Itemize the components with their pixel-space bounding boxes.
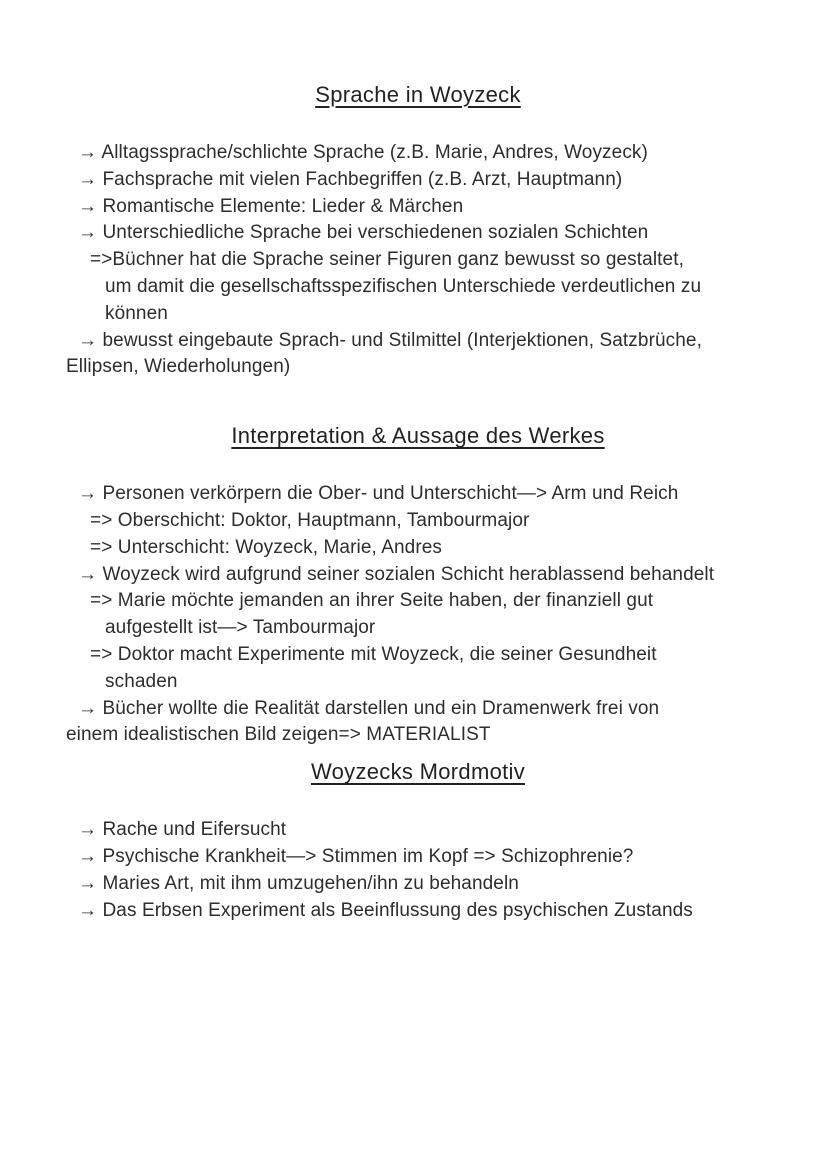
note-line: => Doktor macht Experimente mit Woyzeck, die seiner Gesundheit	[90, 643, 657, 665]
note-line: → Maries Art, mit ihm umzugehen/ihn zu behandeln	[78, 872, 519, 894]
note-line: → Romantische Elemente: Lieder & Märchen	[78, 195, 464, 217]
note-line: → Personen verkörpern die Ober- und Unterschicht—> Arm und Reich	[78, 483, 679, 505]
note-line: Ellipsen, Wiederholungen)	[66, 356, 291, 378]
note-line: => Unterschicht: Woyzeck, Marie, Andres	[90, 536, 443, 558]
section-interpretation-aussage	[66, 421, 770, 749]
note-line: → Fachsprache mit vielen Fachbegriffen (z.B. Arzt, Hauptmann)	[78, 168, 623, 190]
note-line: schaden	[105, 670, 178, 692]
note-line: → Bücher wollte die Realität darstellen und ein Dramenwerk frei von	[78, 697, 660, 719]
section-sprache-in-woyzeck	[66, 80, 770, 381]
note-line: → Unterschiedliche Sprache bei verschiedenen sozialen Schichten	[78, 222, 649, 244]
note-line: → Woyzeck wird aufgrund seiner sozialen Schicht herablassend behandelt	[78, 563, 715, 585]
note-line: einem idealistischen Bild zeigen=> MATERIALIST	[66, 724, 491, 746]
section-lines	[66, 817, 770, 924]
section-lines	[66, 481, 770, 749]
section-title-interpretation: Interpretation & Aussage des Werkes	[231, 423, 605, 449]
note-line: → Alltagssprache/schlichte Sprache (z.B. Marie, Andres, Woyzeck)	[78, 142, 648, 163]
note-line: aufgestellt ist—> Tambourmajor	[105, 617, 376, 639]
note-line: =>Büchner hat die Sprache seiner Figuren ganz bewusst so gestaltet,	[90, 249, 684, 271]
note-line: um damit die gesellschaftsspezifischen Unterschiede verdeutlichen zu	[105, 275, 702, 297]
note-line: => Marie möchte jemanden an ihrer Seite haben, der finanziell gut	[90, 590, 654, 612]
note-line: können	[105, 302, 168, 324]
note-line: → Psychische Krankheit—> Stimmen im Kopf => Schizophrenie?	[78, 845, 634, 867]
note-line: → bewusst eingebaute Sprach- und Stilmittel (Interjektionen, Satzbrüche,	[78, 329, 702, 351]
section-title-mordmotiv: Woyzecks Mordmotiv	[310, 759, 526, 785]
section-lines	[66, 140, 770, 381]
section-woyzecks-mordmotiv	[66, 757, 770, 924]
note-line: → Das Erbsen Experiment als Beeinflussung des psychischen Zustands	[78, 899, 693, 921]
note-line: => Oberschicht: Doktor, Hauptmann, Tambourmajor	[90, 509, 530, 531]
note-line: → Rache und Eifersucht	[78, 819, 287, 841]
section-title-sprache: Sprache in Woyzeck	[315, 82, 521, 107]
